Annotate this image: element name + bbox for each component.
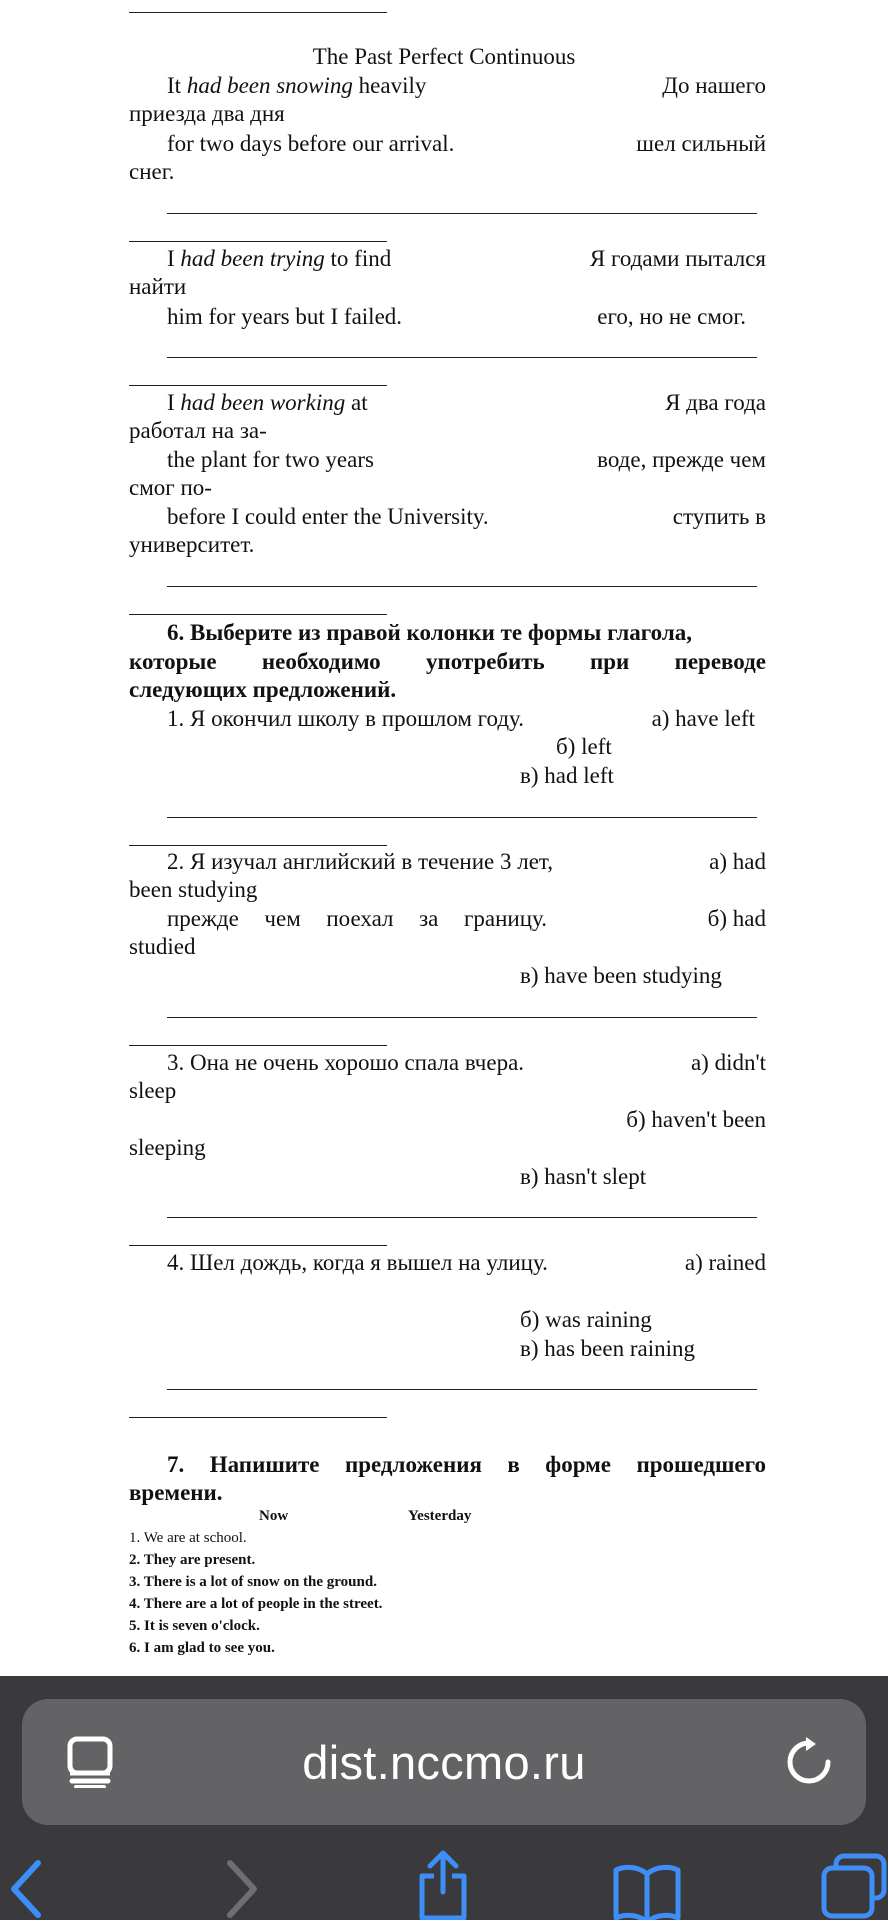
task-6-q1-option-a: а) have left bbox=[651, 706, 755, 731]
example-1-russian-line-1: До нашего bbox=[662, 73, 766, 98]
section-title: The Past Perfect Continuous bbox=[312, 44, 576, 69]
task-6-heading-line-2: которые необходимо употребить при переводе bbox=[129, 649, 766, 674]
column-now-header: Now bbox=[259, 1508, 289, 1524]
task-6-q4-option-c: в) has been raining bbox=[520, 1336, 695, 1361]
tabs-icon[interactable] bbox=[820, 1852, 888, 1920]
example-3-russian-line-2: воде, прежде чем bbox=[597, 447, 766, 472]
task-6-q3-option-a: а) didn't bbox=[690, 1050, 766, 1075]
answer-line bbox=[129, 1245, 387, 1246]
answer-line bbox=[129, 845, 387, 846]
share-icon[interactable] bbox=[414, 1848, 472, 1920]
answer-line bbox=[167, 1017, 757, 1018]
answer-line bbox=[129, 614, 387, 615]
address-bar[interactable] bbox=[22, 1699, 866, 1825]
task-6-q3-option-b: б) haven't been bbox=[626, 1107, 766, 1132]
answer-line bbox=[129, 241, 387, 242]
task-6-q4-option-a: а) rained bbox=[684, 1250, 766, 1275]
answer-line bbox=[167, 1217, 757, 1218]
example-2-russian-line-1: Я годами пытался bbox=[589, 246, 766, 271]
divider bbox=[129, 12, 387, 13]
bookmarks-icon[interactable] bbox=[612, 1862, 682, 1920]
task-6-question-1: 1. Я окончил школу в прошлом году. bbox=[167, 706, 524, 731]
task-6-q3-option-c: в) hasn't slept bbox=[520, 1164, 647, 1189]
task-6-q2-wrap-2: studied bbox=[129, 934, 196, 959]
example-2-english-line-1: I had been trying to find bbox=[167, 246, 392, 271]
task-7-item: 4. There are a lot of people in the street. bbox=[129, 1596, 383, 1612]
answer-line bbox=[129, 1045, 387, 1046]
example-3-wrap-3: университет. bbox=[129, 532, 255, 557]
answer-line bbox=[129, 385, 387, 386]
answer-line bbox=[167, 213, 757, 214]
example-1-english-line-1: It had been snowing heavily bbox=[167, 73, 427, 98]
task-7-item: 5. It is seven o'clock. bbox=[129, 1618, 260, 1634]
task-7-heading-line-2: времени. bbox=[129, 1480, 223, 1505]
task-6-question-2-line-2: прежде чем поехал за границу. bbox=[167, 906, 547, 931]
column-yesterday-header: Yesterday bbox=[408, 1508, 472, 1524]
example-2-wrap-1: найти bbox=[129, 274, 187, 299]
task-6-heading-line-3: следующих предложений. bbox=[129, 677, 397, 702]
forward-chevron-icon[interactable] bbox=[222, 1857, 262, 1920]
task-6-heading-line-1: 6. Выберите из правой колонки те формы глагола, bbox=[167, 620, 693, 645]
task-7-item: 1. We are at school. bbox=[129, 1530, 247, 1546]
example-3-english-line-3: before I could enter the University. bbox=[167, 504, 489, 529]
answer-line bbox=[167, 1389, 757, 1390]
task-6-q2-wrap-1: been studying bbox=[129, 877, 258, 902]
task-6-question-3-line-1: 3. Она не очень хорошо спала вчера. bbox=[167, 1050, 525, 1075]
task-7-item: 6. I am glad to see you. bbox=[129, 1640, 275, 1656]
task-6-question-4-line-1: 4. Шел дождь, когда я вышел на улицу. bbox=[167, 1250, 548, 1275]
answer-line bbox=[129, 1417, 387, 1418]
example-3-english-line-2: the plant for two years bbox=[167, 447, 374, 472]
browser-toolbar bbox=[0, 1676, 888, 1920]
answer-line bbox=[167, 817, 757, 818]
example-2-russian-line-2: его, но не смог. bbox=[597, 304, 746, 329]
task-7-item: 2. They are present. bbox=[129, 1552, 256, 1568]
task-7-item: 3. There is a lot of snow on the ground. bbox=[129, 1574, 377, 1590]
task-7-heading-line-1: 7. Напишите предложения в форме прошедшего bbox=[167, 1452, 766, 1477]
reload-icon[interactable] bbox=[778, 1731, 840, 1793]
example-1-russian-line-2: шел сильный bbox=[636, 131, 766, 156]
address-url[interactable]: dist.nccmo.ru bbox=[302, 1735, 586, 1789]
example-3-wrap-1: работал на за- bbox=[129, 418, 267, 443]
task-6-q2-option-b: б) had bbox=[707, 906, 766, 931]
task-6-q4-option-b: б) was raining bbox=[520, 1307, 652, 1332]
answer-line bbox=[167, 357, 757, 358]
task-6-q2-option-a: а) had bbox=[709, 849, 766, 874]
example-3-english-line-1: I had been working at bbox=[167, 390, 368, 415]
example-3-wrap-2: смог по- bbox=[129, 475, 212, 500]
example-3-russian-line-1: Я два года bbox=[665, 390, 766, 415]
task-6-q3-wrap-2: sleeping bbox=[129, 1135, 206, 1160]
example-1-wrap-1: приезда два дня bbox=[129, 101, 285, 126]
example-1-wrap-2: снег. bbox=[129, 159, 175, 184]
back-chevron-icon[interactable] bbox=[6, 1857, 46, 1920]
task-6-q1-option-b: б) left bbox=[556, 734, 612, 759]
task-6-q1-option-c: в) had left bbox=[520, 763, 614, 788]
example-3-russian-line-3: ступить в bbox=[672, 504, 766, 529]
task-6-question-2-line-1: 2. Я изучал английский в течение 3 лет, bbox=[167, 849, 553, 874]
answer-line bbox=[167, 586, 757, 587]
task-6-q3-wrap-1: sleep bbox=[129, 1078, 177, 1103]
example-1-english-line-2: for two days before our arrival. bbox=[167, 131, 455, 156]
task-6-q2-option-c: в) have been studying bbox=[520, 963, 722, 988]
example-2-english-line-2: him for years but I failed. bbox=[167, 304, 403, 329]
